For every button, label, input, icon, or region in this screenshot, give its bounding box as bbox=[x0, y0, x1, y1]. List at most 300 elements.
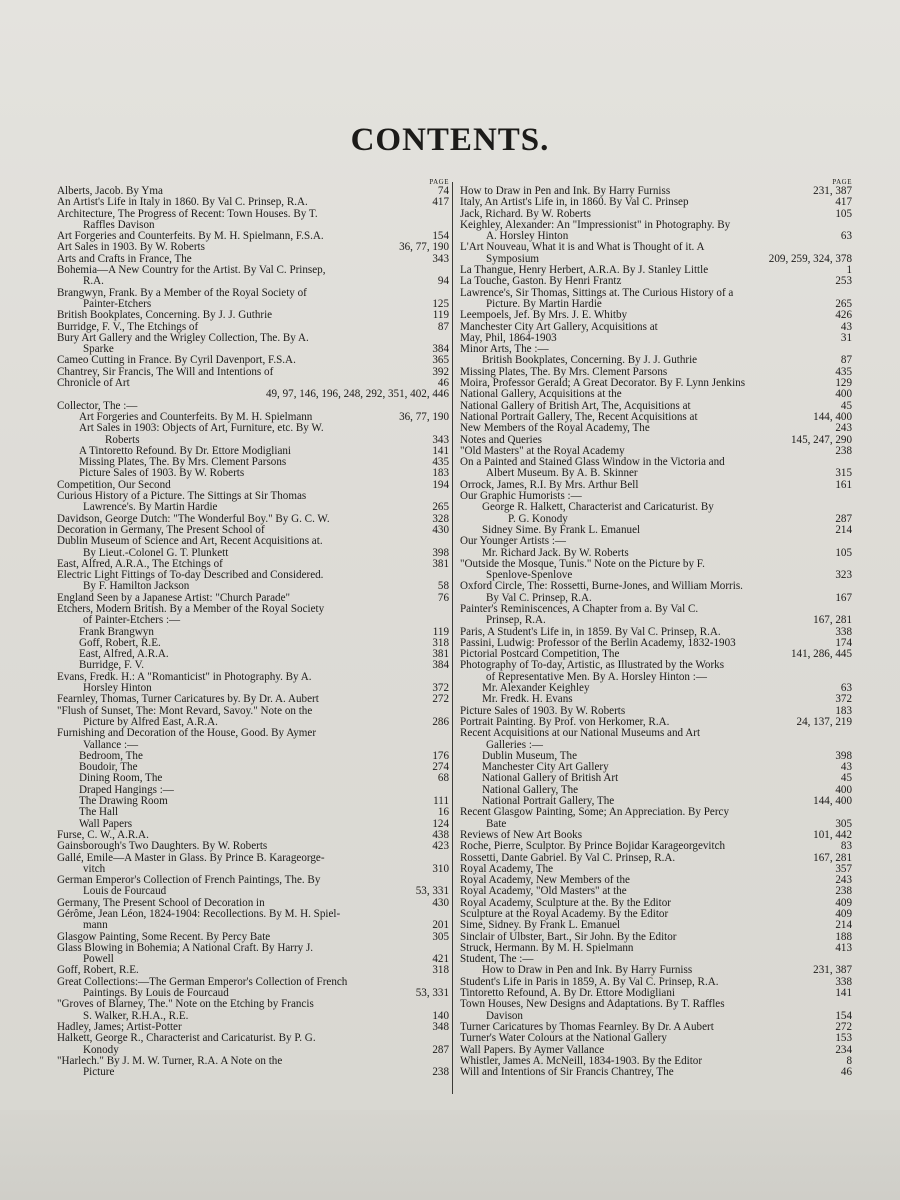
entry-page-number: 140 bbox=[432, 1009, 449, 1022]
entry-page-number: 384 bbox=[432, 343, 449, 356]
entry-page-number: 343 bbox=[432, 252, 449, 265]
entry-page-number: 87 bbox=[437, 320, 449, 333]
entry-page-number: 49, 97, 146, 196, 248, 292, 351, 402, 446 bbox=[265, 388, 449, 401]
contents-entry bbox=[57, 1056, 449, 1079]
entry-title: Art Forgeries and Counterfeits. By M. H. Spielmann bbox=[79, 410, 313, 423]
entry-title: Orrock, James, R.I. By Mrs. Arthur Bell bbox=[460, 478, 639, 491]
entry-title: Turner Caricatures by Thomas Fearnley. By Dr. A Aubert bbox=[460, 1020, 714, 1033]
entry-title: Goff, Robert, R.E. bbox=[79, 636, 161, 649]
contents-entry bbox=[57, 491, 449, 514]
entry-title: Fearnley, Thomas, Turner Caricatures by. By Dr. A. Aubert bbox=[57, 693, 319, 706]
entry-page-number: 46 bbox=[840, 1066, 852, 1079]
entry-page-number: 357 bbox=[835, 862, 852, 875]
entry-title: Our Younger Artists :— bbox=[460, 535, 567, 548]
contents-entry bbox=[57, 209, 449, 232]
contents-entry bbox=[460, 1033, 852, 1044]
entry-title-continuation: Vallance :— bbox=[83, 738, 139, 751]
entry-title: Great Collections:—The German Emperor's Collection of French bbox=[57, 975, 348, 988]
entry-title: Student, The :— bbox=[460, 953, 534, 966]
entry-title: Royal Academy, The bbox=[460, 862, 554, 875]
entry-page-number: 45 bbox=[840, 772, 852, 785]
contents-entry bbox=[460, 604, 852, 627]
entry-title: East, Alfred, A.R.A. bbox=[79, 648, 169, 661]
entry-title: "Harlech." By J. M. W. Turner, R.A. A Note on the bbox=[57, 1054, 283, 1067]
entry-title: Royal Academy, New Members of the bbox=[460, 874, 630, 887]
entry-title: Picture Sales of 1903. By W. Roberts bbox=[460, 704, 626, 717]
entry-page-number: 421 bbox=[432, 953, 449, 966]
entry-page-number: 253 bbox=[835, 275, 852, 288]
contents-entry bbox=[460, 389, 852, 400]
entry-title-continuation: mann bbox=[83, 919, 108, 932]
contents-entry bbox=[460, 1067, 852, 1078]
entry-page-number: 183 bbox=[835, 704, 852, 717]
contents-entry bbox=[57, 841, 449, 852]
entry-title: The Hall bbox=[79, 806, 119, 819]
entry-title: Portrait Painting. By Prof. von Herkomer, R.A. bbox=[460, 715, 670, 728]
entry-page-number: 209, 259, 324, 378 bbox=[768, 252, 852, 265]
entry-page-number: 409 bbox=[835, 908, 852, 920]
entry-title: Keighley, Alexander: An "Impressionist" in Photography. By bbox=[460, 218, 731, 231]
entry-title: Art Sales in 1903. By W. Roberts bbox=[57, 241, 205, 254]
entry-page-number: 119 bbox=[432, 309, 449, 322]
entry-title-continuation: By Val C. Prinsep, R.A. bbox=[486, 591, 592, 604]
entry-page-number: 76 bbox=[437, 591, 449, 604]
entry-page-number: 167 bbox=[835, 591, 852, 604]
entry-page-number: 125 bbox=[432, 297, 449, 310]
entry-page-number: 409 bbox=[835, 896, 852, 909]
entry-title: Bury Art Gallery and the Wrigley Collection, The. By A. bbox=[57, 331, 309, 344]
entry-page-number: 315 bbox=[835, 467, 852, 480]
entry-title: Davidson, George Dutch: "The Wonderful Boy." By G. C. W. bbox=[57, 512, 330, 525]
entry-title: Turner's Water Colours at the National Gallery bbox=[460, 1032, 667, 1045]
entry-title: Frank Brangwyn bbox=[79, 625, 154, 638]
contents-entry bbox=[460, 581, 852, 604]
entry-title: Decoration in Germany, The Present School of bbox=[57, 523, 265, 536]
entry-title-continuation: P. G. Konody bbox=[508, 512, 568, 525]
contents-column-left bbox=[57, 178, 449, 1078]
entry-title: National Gallery, The bbox=[482, 783, 579, 796]
entry-title: Burridge, F. V. bbox=[79, 659, 144, 672]
page-title: CONTENTS. bbox=[350, 122, 550, 158]
entry-title-continuation: Picture bbox=[83, 1066, 115, 1079]
entry-title: An Artist's Life in Italy in 1860. By Val C. Prinsep, R.A. bbox=[57, 196, 308, 209]
entry-title-continuation: Spenlove-Spenlove bbox=[486, 569, 573, 582]
entry-title-continuation: Konody bbox=[83, 1043, 119, 1056]
contents-entry bbox=[460, 999, 852, 1022]
entry-page-number: 381 bbox=[432, 557, 449, 570]
entry-page-number: 338 bbox=[835, 975, 852, 988]
entry-title: Leempoels, Jef. By Mrs. J. E. Whitby bbox=[460, 309, 628, 322]
entry-title: Wall Papers. By Aymer Vallance bbox=[460, 1043, 605, 1056]
entry-title-continuation: Lawrence's. By Martin Hardie bbox=[83, 501, 218, 514]
contents-entry bbox=[57, 672, 449, 695]
entry-page-number: 435 bbox=[432, 456, 449, 469]
entry-page-number: 124 bbox=[432, 817, 449, 830]
entry-title: Bedroom, The bbox=[79, 749, 143, 762]
entry-title: British Bookplates, Concerning. By J. J. Guthrie bbox=[482, 354, 698, 367]
entry-title: Gérôme, Jean Léon, 1824-1904: Recollections. By M. H. Spiel- bbox=[57, 908, 341, 920]
contents-entry bbox=[460, 423, 852, 434]
entry-page-number: 24, 137, 219 bbox=[796, 715, 852, 728]
entry-page-number: 167, 281 bbox=[813, 614, 852, 627]
contents-entry bbox=[57, 423, 449, 446]
entry-title: "Groves of Blarney, The." Note on the Etching by Francis bbox=[57, 998, 314, 1011]
contents-entry bbox=[57, 288, 449, 311]
entry-page-number: 430 bbox=[432, 896, 449, 909]
entry-title: Brangwyn, Frank. By a Member of the Royal Society of bbox=[57, 286, 307, 299]
entry-title-continuation: Bate bbox=[486, 817, 507, 830]
entry-title: L'Art Nouveau, What it is and What is Thought of it. A bbox=[460, 241, 705, 254]
entry-title: Bohemia—A New Country for the Artist. By Val C. Prinsep, bbox=[57, 264, 326, 277]
entry-title-continuation: Louis de Fourcaud bbox=[83, 885, 167, 898]
entry-page-number: 31 bbox=[840, 331, 852, 344]
entry-title: National Portrait Gallery, The bbox=[482, 795, 615, 808]
contents-entry bbox=[460, 276, 852, 287]
entry-title: Sinclair of Ulbster, Bart., Sir John. By the Editor bbox=[460, 930, 677, 943]
entry-title-continuation: vitch bbox=[83, 862, 106, 875]
entry-title: Burridge, F. V., The Etchings of bbox=[57, 320, 199, 333]
entry-page-number: 430 bbox=[432, 523, 449, 536]
entry-page-number: 154 bbox=[432, 230, 449, 243]
entry-page-number: 265 bbox=[835, 297, 852, 310]
entry-page-number: 174 bbox=[835, 636, 852, 649]
contents-entry bbox=[460, 694, 852, 705]
contents-entry bbox=[57, 536, 449, 559]
entry-title: "Old Masters" at the Royal Academy bbox=[460, 444, 625, 457]
entry-page-number: 105 bbox=[835, 207, 852, 220]
entry-title: Hadley, James; Artist-Potter bbox=[57, 1020, 182, 1033]
contents-entry bbox=[460, 502, 852, 525]
entry-page-number: 8 bbox=[846, 1054, 852, 1067]
entry-page-number: 141 bbox=[835, 987, 852, 1000]
contents-entry bbox=[460, 242, 852, 265]
entry-title: Notes and Queries bbox=[460, 433, 542, 446]
contents-entry bbox=[57, 909, 449, 932]
contents-list-left bbox=[57, 186, 449, 1078]
entry-page-number: 231, 387 bbox=[813, 964, 852, 977]
contents-entry bbox=[57, 875, 449, 898]
entry-page-number: 398 bbox=[835, 749, 852, 762]
entry-title: Struck, Hermann. By M. H. Spielmann bbox=[460, 941, 634, 954]
entry-title: The Drawing Room bbox=[79, 795, 168, 808]
entry-page-number: 438 bbox=[432, 828, 449, 841]
entry-title: Germany, The Present School of Decoration in bbox=[57, 896, 265, 909]
entry-page-number: 372 bbox=[432, 682, 449, 695]
entry-title: Picture Sales of 1903. By W. Roberts bbox=[79, 467, 245, 480]
contents-entry bbox=[460, 220, 852, 243]
entry-page-number: 188 bbox=[835, 930, 852, 943]
entry-title: May, Phil, 1864-1903 bbox=[460, 331, 557, 344]
entry-page-number: 423 bbox=[432, 840, 449, 853]
entry-page-number: 338 bbox=[835, 625, 852, 638]
entry-title: National Gallery, Acquisitions at the bbox=[460, 388, 622, 401]
entry-page-number: 87 bbox=[840, 354, 852, 367]
entry-title: Sculpture at the Royal Academy. By the Editor bbox=[460, 908, 669, 920]
entry-page-number: 243 bbox=[835, 422, 852, 435]
entry-page-number: 105 bbox=[835, 546, 852, 559]
entry-title: "Outside the Mosque, Tunis." Note on the Picture by F. bbox=[460, 557, 705, 570]
entry-title: England Seen by a Japanese Artist: "Church Parade" bbox=[57, 591, 291, 604]
entry-title-continuation: Albert Museum. By A. B. Skinner bbox=[486, 467, 638, 480]
contents-entry bbox=[57, 197, 449, 208]
contents-entry bbox=[460, 457, 852, 480]
entry-page-number: 46 bbox=[437, 377, 449, 390]
contents-entry bbox=[57, 694, 449, 705]
entry-title: British Bookplates, Concerning. By J. J. Guthrie bbox=[57, 309, 273, 322]
entry-page-number: 63 bbox=[840, 230, 852, 243]
entry-title: Etchers, Modern British. By a Member of the Royal Society bbox=[57, 602, 325, 615]
entry-title: Art Sales in 1903: Objects of Art, Furniture, etc. By W. bbox=[79, 422, 324, 435]
entry-title-continuation: Horsley Hinton bbox=[83, 682, 152, 695]
entry-title-continuation: Paintings. By Louis de Fourcaud bbox=[83, 987, 229, 1000]
entry-page-number: 265 bbox=[432, 501, 449, 514]
entry-title: Furnishing and Decoration of the House, Good. By Aymer bbox=[57, 727, 317, 740]
entry-page-number: 400 bbox=[835, 783, 852, 796]
entry-title: National Gallery of British Art, The, Acquisitions at bbox=[460, 399, 691, 412]
column-divider bbox=[452, 182, 453, 1094]
entry-title: La Thangue, Henry Herbert, A.R.A. By J. Stanley Little bbox=[460, 264, 709, 277]
entry-page-number: 176 bbox=[432, 749, 449, 762]
entry-title-continuation: Davison bbox=[486, 1009, 523, 1022]
contents-entry bbox=[57, 807, 449, 818]
entry-title: Paris, A Student's Life in, in 1859. By Val C. Prinsep, R.A. bbox=[460, 625, 721, 638]
entry-title: Our Graphic Humorists :— bbox=[460, 490, 582, 503]
entry-page-number: 365 bbox=[432, 354, 449, 367]
entry-page-number: 53, 331 bbox=[415, 987, 449, 1000]
entry-title: Chantrey, Sir Francis, The Will and Intentions of bbox=[57, 365, 274, 378]
entry-page-number: 141, 286, 445 bbox=[790, 648, 852, 661]
entry-page-number: 323 bbox=[835, 569, 852, 582]
entry-page-number: 286 bbox=[432, 715, 449, 728]
entry-page-number: 63 bbox=[840, 682, 852, 695]
entry-page-number: 43 bbox=[840, 761, 852, 774]
contents-entry bbox=[460, 807, 852, 830]
entry-title: Dublin Museum of Science and Art, Recent Acquisitions at. bbox=[57, 535, 323, 548]
entry-title: Sime, Sidney. By Frank L. Emanuel bbox=[460, 919, 621, 932]
entry-title-continuation: of Representative Men. By A. Horsley Hinton :— bbox=[486, 670, 707, 683]
entry-title: Goff, Robert, R.E. bbox=[57, 964, 139, 977]
entry-title: Draped Hangings :— bbox=[79, 783, 174, 796]
entry-title: Dublin Museum, The bbox=[482, 749, 578, 762]
entry-title: Gallé, Emile—A Master in Glass. By Prince B. Karageorge- bbox=[57, 851, 325, 864]
entry-page-number: 234 bbox=[835, 1043, 852, 1056]
entry-title: On a Painted and Stained Glass Window in the Victoria and bbox=[460, 456, 725, 469]
entry-page-number: 328 bbox=[432, 512, 449, 525]
entry-page-number: 183 bbox=[432, 467, 449, 480]
entry-title: Alberts, Jacob. By Yma bbox=[57, 185, 163, 197]
entry-page-number: 1 bbox=[846, 264, 852, 277]
entry-page-number: 43 bbox=[840, 320, 852, 333]
page-column-heading: PAGE bbox=[832, 178, 852, 186]
entry-page-number: 426 bbox=[835, 309, 852, 322]
entry-page-number: 348 bbox=[432, 1020, 449, 1033]
entry-page-number: 400 bbox=[835, 388, 852, 401]
entry-page-number: 119 bbox=[432, 625, 449, 638]
entry-page-number: 272 bbox=[432, 693, 449, 706]
entry-title: Halkett, George R., Characterist and Caricaturist. By P. G. bbox=[57, 1032, 316, 1045]
entry-page-number: 287 bbox=[432, 1043, 449, 1056]
entry-page-number: 36, 77, 190 bbox=[399, 241, 449, 254]
entry-page-number: 305 bbox=[432, 930, 449, 943]
entry-title: Passini, Ludwig: Professor of the Berlin Academy, 1832-1903 bbox=[460, 636, 736, 649]
entry-title: East, Alfred, A.R.A., The Etchings of bbox=[57, 557, 223, 570]
entry-title: Furse, C. W., A.R.A. bbox=[57, 828, 149, 841]
entry-page-number: 53, 331 bbox=[415, 885, 449, 898]
entry-title: Moira, Professor Gerald; A Great Decorator. By F. Lynn Jenkins bbox=[460, 377, 746, 390]
entry-title-continuation: Picture by Alfred East, A.R.A. bbox=[83, 715, 218, 728]
contents-entry bbox=[57, 604, 449, 627]
entry-title-continuation: Sparke bbox=[83, 343, 114, 356]
entry-title: Curious History of a Picture. The Sittings at Sir Thomas bbox=[57, 490, 307, 503]
contents-entry bbox=[57, 977, 449, 1000]
entry-page-number: 68 bbox=[437, 772, 449, 785]
entry-title-continuation: Raffles Davison bbox=[83, 218, 155, 231]
entry-page-number: 231, 387 bbox=[813, 185, 852, 197]
entry-title: Reviews of New Art Books bbox=[460, 828, 583, 841]
entry-page-number: 274 bbox=[432, 761, 449, 774]
entry-title: Evans, Fredk. H.: A "Romanticist" in Photography. By A. bbox=[57, 670, 312, 683]
contents-entry bbox=[460, 841, 852, 852]
contents-entry bbox=[57, 999, 449, 1022]
entry-title-continuation: of Painter-Etchers :— bbox=[83, 614, 181, 627]
entry-title-continuation: A. Horsley Hinton bbox=[486, 230, 569, 243]
entry-page-number: 201 bbox=[432, 919, 449, 932]
entry-title: German Emperor's Collection of French Paintings, The. By bbox=[57, 874, 321, 887]
contents-entry bbox=[57, 570, 449, 593]
contents-entry bbox=[57, 310, 449, 321]
entry-page-number: 129 bbox=[835, 377, 852, 390]
entry-title: Glasgow Painting, Some Recent. By Percy Bate bbox=[57, 930, 271, 943]
contents-entry bbox=[460, 886, 852, 897]
entry-page-number: 392 bbox=[432, 365, 449, 378]
entry-title: Mr. Alexander Keighley bbox=[482, 682, 590, 695]
entry-page-number: 417 bbox=[835, 196, 852, 209]
entry-title: Collector, The :— bbox=[57, 399, 138, 412]
entry-title-continuation: Roberts bbox=[105, 433, 140, 446]
entry-page-number: 145, 247, 290 bbox=[790, 433, 852, 446]
entry-title-continuation: Prinsep, R.A. bbox=[486, 614, 546, 627]
entry-page-number: 144, 400 bbox=[813, 795, 852, 808]
entry-title: Wall Papers bbox=[79, 817, 133, 830]
entry-page-number: 101, 442 bbox=[813, 828, 852, 841]
page-column-heading: PAGE bbox=[429, 178, 449, 186]
entry-title: Whistler, James A. McNeill, 1834-1903. By the Editor bbox=[460, 1054, 703, 1067]
entry-page-number: 214 bbox=[835, 523, 852, 536]
entry-title: "Flush of Sunset, The: Mont Revard, Savoy." Note on the bbox=[57, 704, 313, 717]
entry-page-number: 16 bbox=[437, 806, 449, 819]
contents-entry bbox=[57, 728, 449, 751]
contents-entry bbox=[460, 197, 852, 208]
entry-title: Missing Plates, The. By Mrs. Clement Parsons bbox=[460, 365, 668, 378]
contents-entry bbox=[460, 288, 852, 311]
entry-title: Royal Academy, Sculpture at the. By the Editor bbox=[460, 896, 671, 909]
entry-title: George R. Halkett, Characterist and Caricaturist. By bbox=[482, 501, 714, 514]
entry-title: Cameo Cutting in France. By Cyril Davenport, F.S.A. bbox=[57, 354, 296, 367]
entry-title: La Touche, Gaston. By Henri Frantz bbox=[460, 275, 622, 288]
entry-title: Minor Arts, The :— bbox=[460, 343, 549, 356]
entry-page-number: 372 bbox=[835, 693, 852, 706]
entry-title: Mr. Fredk. H. Evans bbox=[482, 693, 573, 706]
contents-entry bbox=[460, 310, 852, 321]
entry-title-continuation: By F. Hamilton Jackson bbox=[83, 580, 190, 593]
entry-page-number: 167, 281 bbox=[813, 851, 852, 864]
entry-page-number: 94 bbox=[437, 275, 449, 288]
entry-page-number: 154 bbox=[835, 1009, 852, 1022]
entry-title: How to Draw in Pen and Ink. By Harry Furniss bbox=[482, 964, 693, 977]
entry-title: Rossetti, Dante Gabriel. By Val C. Prinsep, R.A. bbox=[460, 851, 676, 864]
contents-list-right bbox=[460, 186, 852, 1078]
entry-page-number: 141 bbox=[432, 444, 449, 457]
entry-page-number: 45 bbox=[840, 399, 852, 412]
entry-page-number: 36, 77, 190 bbox=[399, 410, 449, 423]
entry-title: Glass Blowing in Bohemia; A National Craft. By Harry J. bbox=[57, 941, 314, 954]
entry-title-continuation: Symposium bbox=[486, 252, 540, 265]
contents-column-right bbox=[460, 178, 852, 1078]
contents-entry bbox=[57, 853, 449, 876]
entry-title: How to Draw in Pen and Ink. By Harry Furniss bbox=[460, 185, 671, 197]
contents-entry bbox=[460, 728, 852, 751]
entry-page-number: 384 bbox=[432, 659, 449, 672]
entry-title: New Members of the Royal Academy, The bbox=[460, 422, 650, 435]
entry-page-number: 398 bbox=[432, 546, 449, 559]
entry-page-number: 238 bbox=[835, 885, 852, 898]
entry-title: Jack, Richard. By W. Roberts bbox=[460, 207, 591, 220]
entry-page-number: 238 bbox=[432, 1066, 449, 1079]
entry-title: Italy, An Artist's Life in, in 1860. By Val C. Prinsep bbox=[460, 196, 689, 209]
contents-entry bbox=[460, 660, 852, 683]
entry-page-number: 243 bbox=[835, 874, 852, 887]
entry-page-number: 381 bbox=[432, 648, 449, 661]
entry-page-number: 111 bbox=[433, 795, 449, 808]
entry-title: Electric Light Fittings of To-day Described and Considered. bbox=[57, 569, 324, 582]
entry-title: National Gallery of British Art bbox=[482, 772, 619, 785]
entry-page-number: 194 bbox=[432, 478, 449, 491]
entry-page-number: 214 bbox=[835, 919, 852, 932]
contents-entry bbox=[57, 333, 449, 356]
contents-entry bbox=[460, 920, 852, 931]
contents-entry bbox=[460, 559, 852, 582]
entry-page-number: 435 bbox=[835, 365, 852, 378]
entry-page-number: 144, 400 bbox=[813, 410, 852, 423]
entry-title: Student's Life in Paris in 1859, A. By Val C. Prinsep, R.A. bbox=[460, 975, 719, 988]
entry-title-continuation: R.A. bbox=[83, 275, 104, 288]
entry-page-number: 318 bbox=[432, 636, 449, 649]
entry-title: Competition, Our Second bbox=[57, 478, 171, 491]
entry-title: Sidney Sime. By Frank L. Emanuel bbox=[482, 523, 641, 536]
entry-page-number: 310 bbox=[432, 862, 449, 875]
entry-page-number: 305 bbox=[835, 817, 852, 830]
page-bottom-margin bbox=[0, 1110, 900, 1200]
entry-title-continuation: S. Walker, R.H.A., R.E. bbox=[83, 1009, 189, 1022]
entry-page-number: 74 bbox=[437, 185, 449, 197]
entry-title: Photography of To-day, Artistic, as Illustrated by the Works bbox=[460, 659, 725, 672]
entry-title: Manchester City Art Gallery, Acquisitions at bbox=[460, 320, 658, 333]
entry-title: Oxford Circle, The: Rossetti, Burne-Jones, and William Morris. bbox=[460, 580, 743, 593]
entry-page-number: 413 bbox=[835, 941, 852, 954]
entry-title: Art Forgeries and Counterfeits. By M. H. Spielmann, F.S.A. bbox=[57, 230, 324, 243]
contents-entry bbox=[57, 1033, 449, 1056]
contents-entry bbox=[57, 389, 449, 400]
entry-title: National Portrait Gallery, The, Recent Acquisitions at bbox=[460, 410, 698, 423]
entry-title-continuation: Picture. By Martin Hardie bbox=[486, 297, 602, 310]
entry-title: Architecture, The Progress of Recent: Town Houses. By T. bbox=[57, 207, 318, 220]
entry-title: Royal Academy, "Old Masters" at the bbox=[460, 885, 627, 898]
entry-page-number: 417 bbox=[432, 196, 449, 209]
entry-title: Recent Glasgow Painting, Some; An Appreciation. By Percy bbox=[460, 806, 729, 819]
entry-title: Recent Acquisitions at our National Museums and Art bbox=[460, 727, 701, 740]
entry-page-number: 153 bbox=[835, 1032, 852, 1045]
entry-title: Roche, Pierre, Sculptor. By Prince Bojidar Karageorgevitch bbox=[460, 840, 726, 853]
